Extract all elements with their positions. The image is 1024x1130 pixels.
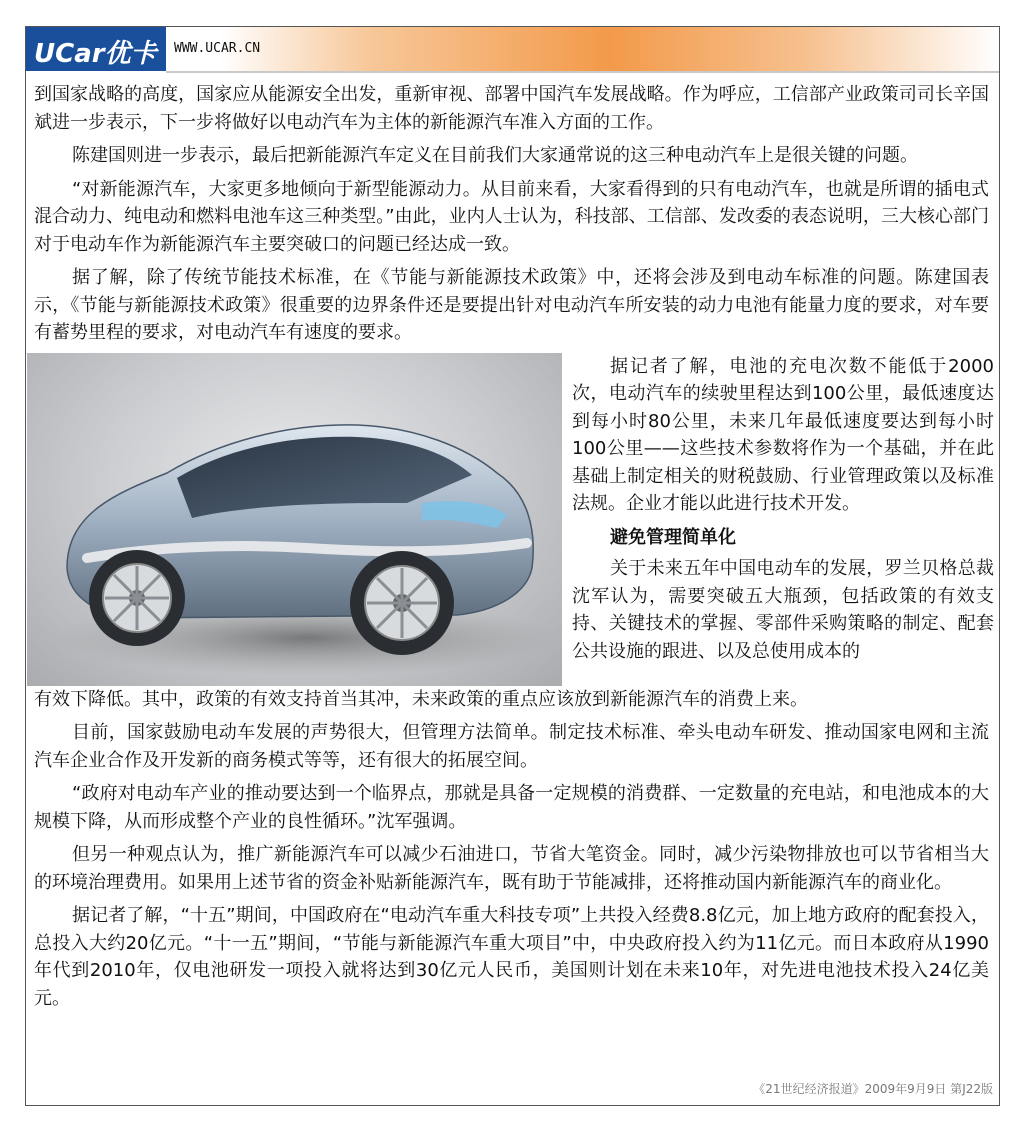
- car-illustration: [27, 353, 562, 686]
- paragraph: 据记者了解，“十五”期间，中国政府在“电动汽车重大科技专项”上共投入经费8.8亿元，加上地方政府的配套投入，总投入大约20亿元。“十一五”期间，“节能与新能源汽车重大项目”中，中央政府投入约为11亿元。而日本政府从1990年代到2010年，仅电池研发一项投入就将达到30亿元人民币，美国则计划在未来10年，对先进电池技术投入24亿美元。: [34, 905, 989, 1009]
- paragraph: 目前，国家鼓励电动车发展的声势很大，但管理方法简单。制定技术标准、牵头电动车研发、推动国家电网和主流汽车企业合作及开发新的商务模式等等，还有很大的拓展空间。: [34, 722, 989, 771]
- source-citation: 《21世纪经济报道》2009年9月9日 第J22版: [753, 1082, 993, 1096]
- figure-block: [34, 353, 994, 686]
- paragraph: 有效下降低。其中，政策的有效支持首当其冲，未来政策的重点应该放到新能源汽车的消费上来。: [34, 688, 808, 710]
- paragraph: 但另一种观点认为，推广新能源汽车可以减少石油进口，节省大笔资金。同时，减少污染物排放也可以节省相当大的环境治理费用。如果用上述节省的资金补贴新能源汽车，既有助于节能减排，还将推动国内新能源汽车的商业化。: [34, 844, 989, 893]
- logo-box: [26, 27, 166, 71]
- paragraph: “政府对电动车产业的推动要达到一个临界点，那就是具备一定规模的消费群、一定数量的充电站，和电池成本的大规模下降，从而形成整个产业的良性循环。”沈军强调。: [34, 783, 989, 832]
- site-url: WWW.UCAR.CN: [174, 41, 261, 56]
- paragraph: 到国家战略的高度，国家应从能源安全出发，重新审视、部署中国汽车发展战略。作为呼应，工信部产业政策司司长辛国斌进一步表示，下一步将做好以电动汽车为主体的新能源汽车准入方面的工作。: [34, 84, 989, 133]
- paragraph: 据记者了解，电池的充电次数不能低于2000次，电动汽车的续驶里程达到100公里，最低速度达到每小时80公里，未来几年最低速度要达到每小时100公里——这些技术参数将作为一个基础，并在此基础上制定相关的财税鼓励、行业管理政策以及标准法规。企业才能以此进行技术开发。: [572, 355, 994, 514]
- paragraph: 关于未来五年中国电动车的发展，罗兰贝格总裁沈军认为，需要突破五大瓶颈，包括政策的有效支持、关键技术的掌握、零部件采购策略的制定、配套公共设施的跟进、以及总使用成本的: [572, 558, 994, 662]
- paragraph: 据了解，除了传统节能技术标准，在《节能与新能源技术政策》中，还将会涉及到电动车标准的问题。陈建国表示，《节能与新能源技术政策》很重要的边界条件还是要提出针对电动汽车所安装的动力电池有能量力度的要求，对车要有蓄势里程的要求，对电动汽车有速度的要求。: [34, 267, 989, 343]
- article-body: [34, 81, 994, 1018]
- paragraph: 陈建国则进一步表示，最后把新能源汽车定义在目前我们大家通常说的这三种电动汽车上是很关键的问题。: [72, 145, 918, 166]
- side-column: [572, 353, 994, 666]
- ucar-logo: UCar优卡: [34, 39, 157, 69]
- header-rule: [166, 71, 999, 73]
- concept-car-image: [27, 353, 562, 686]
- paragraph: “对新能源汽车，大家更多地倾向于新型能源动力。从目前来看，大家看得到的只有电动汽车，也就是所谓的插电式混合动力、纯电动和燃料电池车这三种类型。”由此，业内人士认为，科技部、工信部、发改委的表态说明，三大核心部门对于电动车作为新能源汽车主要突破口的问题已经达成一致。: [34, 178, 989, 255]
- section-subheading: 避免管理简单化: [610, 526, 736, 548]
- header-banner: [26, 27, 999, 71]
- document-frame: [25, 26, 1000, 1106]
